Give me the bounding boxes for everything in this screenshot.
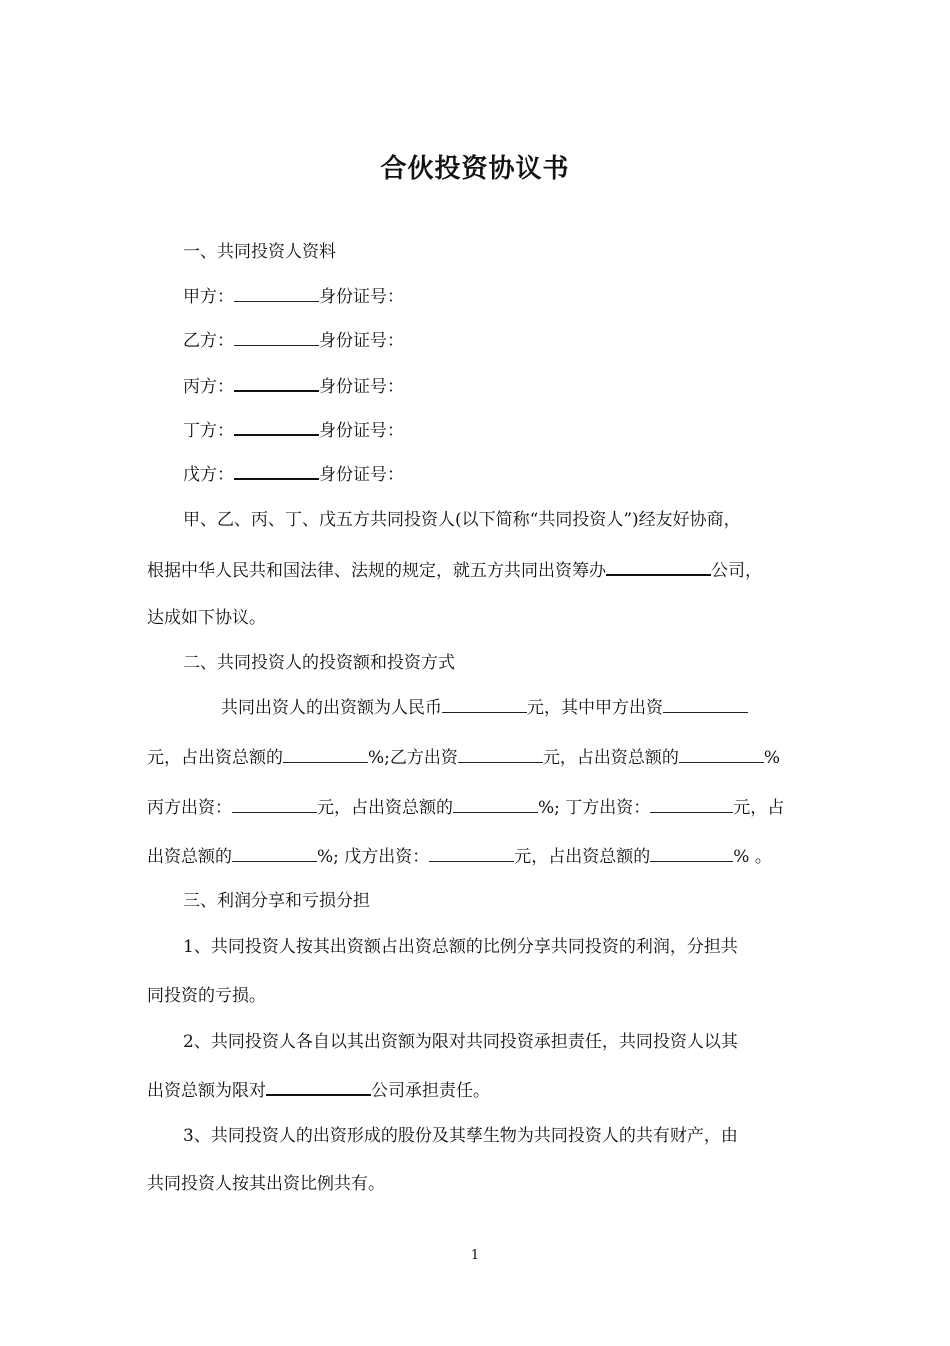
percent-blank — [650, 845, 733, 862]
party-row-ding — [183, 418, 404, 443]
investment-text: %; 丁方出资： — [538, 798, 651, 818]
id-label: 身份证号： — [319, 421, 404, 441]
party-label: 甲方： — [183, 287, 234, 307]
party-row-yi — [183, 329, 404, 353]
clause-3-line-2: 共同投资人按其出资比例共有。 — [147, 1174, 385, 1194]
party-label: 丙方： — [183, 377, 234, 397]
party-label: 戊方： — [183, 465, 234, 485]
section-heading-2: 二、共同投资人的投资额和投资方式 — [183, 653, 455, 673]
party-label: 乙方： — [183, 331, 234, 351]
id-label: 身份证号： — [319, 331, 404, 351]
amount-blank — [442, 696, 527, 713]
investment-text: %;乙方出资 — [368, 748, 458, 768]
investment-text: 元，占出资总额的 — [317, 798, 453, 818]
clause-text: 出资总额为限对 — [147, 1081, 266, 1101]
intro-line-2 — [147, 558, 762, 583]
intro-text: 根据中华人民共和国法律、法规的规定，就五方共同出资筹办 — [147, 561, 606, 581]
party-label: 丁方： — [183, 421, 234, 441]
company-blank — [266, 1078, 371, 1096]
intro-line-1: 甲、乙、丙、丁、戊五方共同投资人(以下简称“共同投资人”)经友好协商， — [183, 510, 741, 530]
investment-text: % — [763, 748, 781, 768]
amount-blank — [650, 796, 733, 813]
section-heading-3: 三、利润分享和亏损分担 — [183, 891, 370, 911]
name-blank — [234, 462, 319, 480]
amount-blank — [458, 746, 543, 763]
investment-text: 丙方出资： — [147, 798, 232, 818]
party-row-jia — [183, 285, 404, 309]
investment-line-4 — [147, 845, 772, 869]
investment-text: 出资总额的 — [147, 847, 232, 867]
name-blank — [234, 329, 319, 346]
party-row-bing — [183, 374, 404, 399]
investment-line-2 — [147, 746, 780, 770]
investment-line-3 — [147, 796, 784, 820]
investment-text: 元，占出资总额的 — [514, 847, 651, 867]
id-label: 身份证号： — [319, 465, 404, 485]
percent-blank — [232, 845, 317, 862]
name-blank — [234, 285, 319, 302]
percent-blank — [453, 796, 538, 813]
percent-blank — [283, 746, 368, 763]
document-title: 合伙投资协议书 — [380, 154, 570, 184]
amount-blank — [232, 796, 317, 813]
clause-3-line-1: 3、共同投资人的出资形成的股份及其孳生物为共同投资人的共有财产，由 — [183, 1126, 738, 1146]
page-number: 1 — [470, 1248, 480, 1263]
investment-text: 共同出资人的出资额为人民币 — [221, 698, 442, 718]
amount-blank — [429, 845, 514, 862]
company-blank — [606, 558, 711, 576]
clause-2-line-2 — [147, 1078, 490, 1103]
clause-2-line-1: 2、共同投资人各自以其出资额为限对共同投资承担责任，共同投资人以其 — [183, 1032, 738, 1052]
clause-1-line-2: 同投资的亏损。 — [147, 986, 266, 1006]
percent-blank — [679, 746, 764, 763]
id-label: 身份证号： — [319, 377, 404, 397]
party-row-wu — [183, 462, 404, 487]
clause-text: 公司承担责任。 — [371, 1081, 490, 1101]
section-heading-1: 一、共同投资人资料 — [183, 242, 336, 262]
clause-1-line-1: 1、共同投资人按其出资额占出资总额的比例分享共同投资的利润，分担共 — [183, 937, 738, 957]
investment-text: 元，占出资总额的 — [542, 748, 679, 768]
name-blank — [234, 418, 319, 436]
amount-blank — [663, 696, 748, 713]
investment-text: %; 戊方出资： — [317, 847, 430, 867]
name-blank — [234, 374, 319, 392]
id-label: 身份证号： — [319, 287, 404, 307]
investment-text: 元，占 — [733, 798, 785, 818]
investment-text: % 。 — [733, 847, 772, 867]
intro-text: 公司， — [711, 561, 762, 581]
investment-text: 元，占出资总额的 — [147, 748, 283, 768]
intro-line-3: 达成如下协议。 — [147, 608, 266, 628]
investment-line-1 — [221, 696, 748, 720]
investment-text: 元，其中甲方出资 — [527, 698, 663, 718]
